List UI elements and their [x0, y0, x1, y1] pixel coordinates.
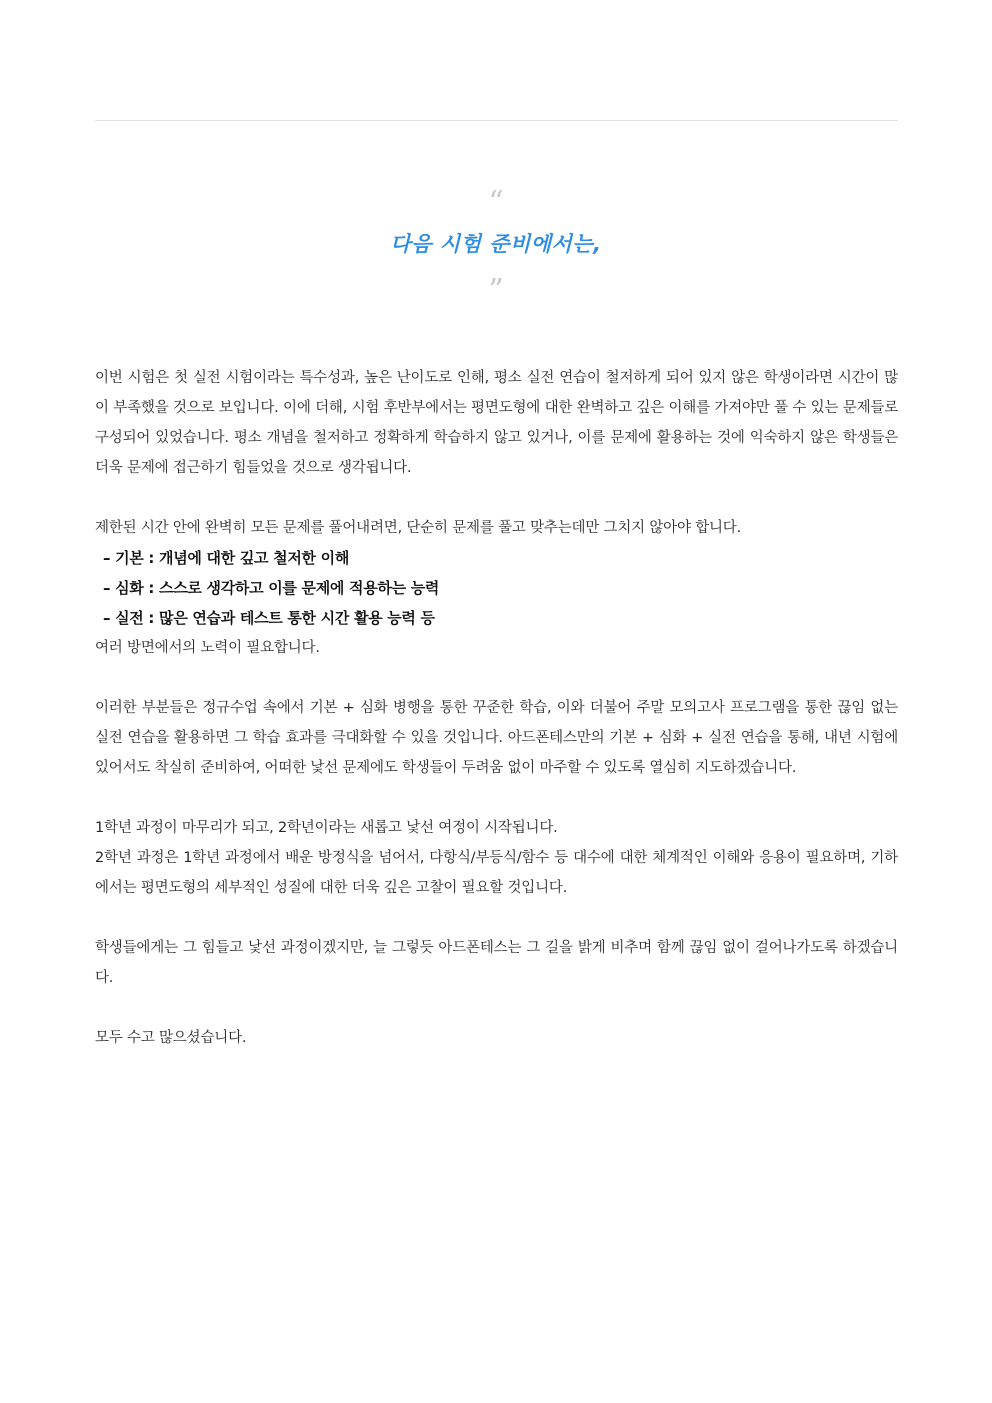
- close-quote-mark: ”: [488, 273, 504, 308]
- paragraph-commitment: 학생들에게는 그 힘들고 낯선 과정이겠지만, 늘 그렇듯 아드폰테스는 그 길을 밝게 비추며 함께 끊임 없이 걸어나가도록 하겠습니다.: [95, 940, 898, 986]
- open-quote-mark: “: [488, 185, 504, 220]
- spacer: [95, 903, 898, 933]
- list-item-advanced: – 심화 : 스스로 생각하고 이를 문제에 적용하는 능력: [103, 579, 440, 597]
- spacer: [95, 783, 898, 813]
- requirements-list: [95, 543, 898, 633]
- spacer: [95, 483, 898, 513]
- list-item-practice: – 실전 : 많은 연습과 테스트 통한 시간 활용 능력 등: [103, 609, 435, 627]
- paragraph-requirements-outro: 여러 방면에서의 노력이 필요합니다.: [95, 640, 320, 656]
- paragraph-program: 이러한 부분들은 정규수업 속에서 기본 + 심화 병행을 통한 꾸준한 학습, 이와 더불어 주말 모의고사 프로그램을 통한 끊임 없는 실전 연습을 활용하면 그 학습 효과를 극대화할 수 있을 것입니다. 아드폰테스만의 기본 + 심화 + 실전 연습을 통해, 내년 시험에 있어서도 착실히 준비하여, 어떠한 낯선 문제에도 학생들이 두려움 없이 마주할 수 있도록 열심히 지도하겠습니다.: [95, 700, 898, 776]
- spacer: [95, 993, 898, 1023]
- article-body: [95, 363, 898, 1053]
- paragraph-requirements-intro: 제한된 시간 안에 완벽히 모든 문제를 풀어내려면, 단순히 문제를 풀고 맞추는데만 그치지 않아야 합니다.: [95, 520, 742, 536]
- paragraph-grade-transition: 1학년 과정이 마무리가 되고, 2학년이라는 새롭고 낯선 여정이 시작됩니다.: [95, 820, 558, 836]
- list-item-basic: – 기본 : 개념에 대한 깊고 철저한 이해: [103, 549, 350, 567]
- top-divider: [95, 120, 898, 121]
- paragraph-grade2-curriculum: 2학년 과정은 1학년 과정에서 배운 방정식을 넘어서, 다항식/부등식/함수 등 대수에 대한 체계적인 이해와 응용이 필요하며, 기하에서는 평면도형의 세부적인 성질에 대한 더욱 깊은 고찰이 필요할 것입니다.: [95, 850, 898, 896]
- section-headline: 다음 시험 준비에서는,: [390, 232, 602, 256]
- spacer: [95, 663, 898, 693]
- paragraph-exam-review: 이번 시험은 첫 실전 시험이라는 특수성과, 높은 난이도로 인해, 평소 실전 연습이 철저하게 되어 있지 않은 학생이라면 시간이 많이 부족했을 것으로 보입니다. 이에 더해, 시험 후반부에서는 평면도형에 대한 완벽하고 깊은 이해를 가져야만 풀 수 있는 문제들로 구성되어 있었습니다. 평소 개념을 철저하고 정확하게 학습하지 않고 있거나, 이를 문제에 활용하는 것에 익숙하지 않은 학생들은 더욱 문제에 접근하기 힘들었을 것으로 생각됩니다.: [95, 370, 898, 476]
- closing-remark: 모두 수고 많으셨습니다.: [95, 1030, 247, 1046]
